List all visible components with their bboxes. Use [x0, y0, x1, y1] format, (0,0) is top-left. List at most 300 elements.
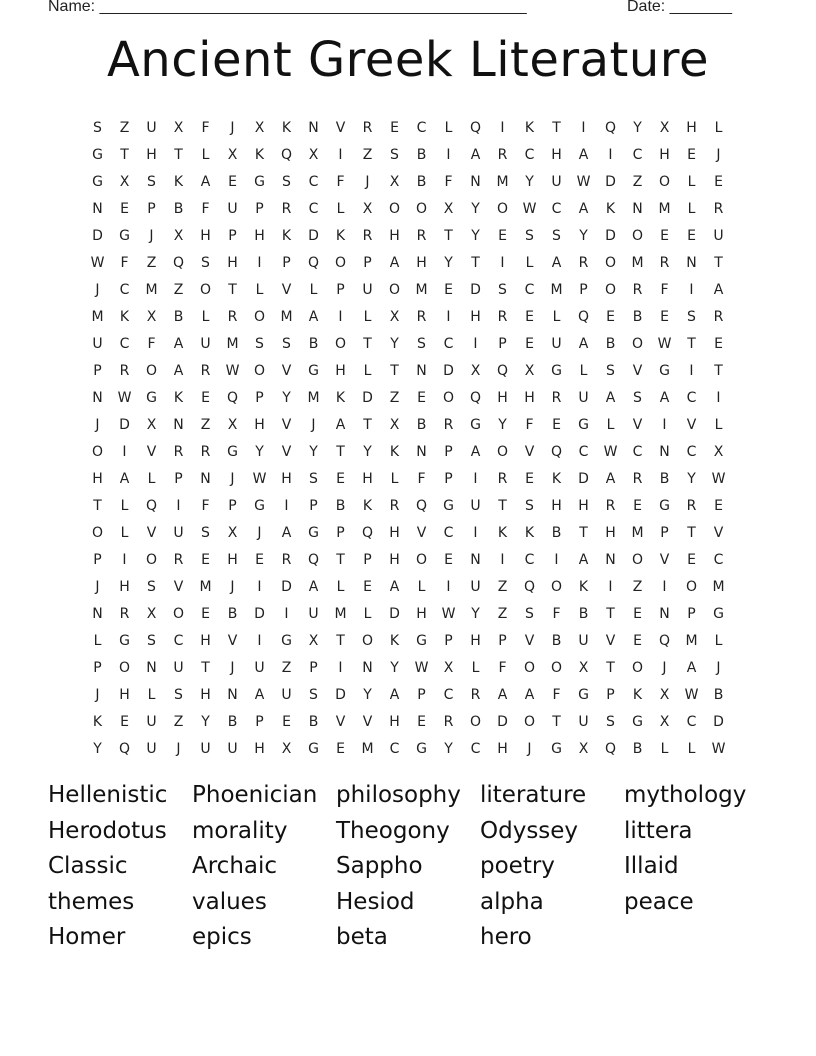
- grid-letter: B: [551, 632, 562, 649]
- grid-letter: A: [281, 524, 292, 541]
- grid-letter: G: [443, 497, 454, 514]
- grid-letter: A: [308, 308, 319, 325]
- grid-letter: P: [228, 227, 237, 244]
- grid-letter: O: [172, 605, 185, 622]
- grid-letter: I: [689, 281, 694, 298]
- grid-letter: Y: [444, 740, 453, 757]
- grid-letter: C: [389, 740, 400, 757]
- grid-letter: L: [120, 524, 129, 541]
- grid-letter: Y: [282, 389, 291, 406]
- grid-letter: V: [659, 551, 670, 568]
- grid-letter: A: [308, 578, 319, 595]
- grid-letter: Q: [523, 578, 536, 595]
- grid-letter: R: [389, 497, 400, 514]
- grid-letter: Q: [280, 146, 293, 163]
- grid-letter: W: [684, 686, 699, 703]
- grid-letter: N: [362, 659, 373, 676]
- grid-letter: J: [311, 416, 316, 433]
- grid-letter: D: [119, 416, 130, 433]
- grid-letter: T: [363, 335, 372, 352]
- grid-letter: H: [470, 308, 481, 325]
- grid-letter: U: [578, 389, 589, 406]
- grid-letter: X: [389, 173, 400, 190]
- grid-letter: U: [713, 227, 724, 244]
- grid-letter: E: [201, 605, 210, 622]
- grid-letter: W: [603, 443, 618, 460]
- grid-letter: D: [281, 578, 292, 595]
- word-list-item: Sappho: [336, 853, 423, 880]
- word-list-item: beta: [336, 924, 388, 951]
- grid-letter: W: [117, 389, 132, 406]
- grid-letter: K: [335, 389, 346, 406]
- grid-letter: V: [335, 713, 346, 730]
- grid-letter: H: [389, 227, 400, 244]
- name-field-label: Name: ________________________________________________: [48, 0, 527, 15]
- grid-letter: H: [92, 470, 103, 487]
- grid-letter: K: [281, 227, 292, 244]
- grid-letter: Z: [632, 173, 643, 190]
- grid-letter: Z: [200, 416, 211, 433]
- grid-letter: F: [201, 200, 210, 217]
- grid-letter: Y: [579, 227, 588, 244]
- grid-letter: G: [281, 632, 292, 649]
- grid-letter: W: [711, 470, 726, 487]
- grid-letter: R: [443, 416, 454, 433]
- grid-letter: Z: [281, 659, 292, 676]
- grid-letter: F: [336, 173, 345, 190]
- grid-letter: H: [470, 632, 481, 649]
- grid-letter: S: [687, 308, 696, 325]
- grid-letter: A: [335, 416, 346, 433]
- word-list-item: Hellenistic: [48, 782, 168, 808]
- grid-letter: X: [146, 308, 157, 325]
- grid-letter: F: [444, 173, 453, 190]
- grid-letter: P: [309, 497, 318, 514]
- grid-letter: S: [552, 227, 561, 244]
- grid-letter: O: [631, 551, 644, 568]
- grid-letter: N: [92, 605, 103, 622]
- word-list-item: Illaid: [624, 853, 679, 880]
- grid-letter: P: [282, 254, 291, 271]
- grid-letter: L: [336, 578, 345, 595]
- grid-letter: E: [336, 470, 345, 487]
- grid-letter: X: [308, 146, 319, 163]
- grid-letter: N: [470, 551, 481, 568]
- grid-letter: J: [95, 416, 100, 433]
- grid-letter: X: [659, 713, 670, 730]
- grid-letter: S: [282, 173, 291, 190]
- grid-letter: R: [578, 254, 589, 271]
- grid-letter: Q: [550, 443, 563, 460]
- grid-letter: R: [713, 200, 724, 217]
- grid-letter: V: [281, 443, 292, 460]
- grid-letter: K: [605, 200, 616, 217]
- grid-letter: I: [257, 632, 262, 649]
- grid-letter: H: [416, 605, 427, 622]
- grid-letter: B: [335, 497, 346, 514]
- grid-letter: Y: [93, 740, 102, 757]
- grid-letter: M: [361, 740, 374, 757]
- grid-letter: L: [363, 362, 372, 379]
- grid-letter: I: [473, 335, 478, 352]
- grid-letter: L: [120, 497, 129, 514]
- word-list-item: Archaic: [192, 853, 278, 880]
- grid-letter: J: [149, 227, 154, 244]
- grid-letter: D: [389, 605, 400, 622]
- grid-letter: S: [525, 497, 534, 514]
- grid-letter: R: [551, 389, 562, 406]
- grid-letter: M: [415, 281, 428, 298]
- grid-letter: D: [254, 605, 265, 622]
- grid-letter: H: [281, 470, 292, 487]
- grid-letter: D: [92, 227, 103, 244]
- grid-letter: O: [550, 659, 563, 676]
- grid-letter: K: [92, 713, 103, 730]
- grid-letter: X: [173, 227, 184, 244]
- grid-letter: N: [92, 200, 103, 217]
- grid-letter: Q: [496, 362, 509, 379]
- grid-letter: O: [523, 713, 536, 730]
- grid-letter: R: [119, 362, 130, 379]
- grid-letter: T: [120, 146, 129, 163]
- grid-letter: R: [362, 119, 373, 136]
- grid-letter: T: [552, 713, 561, 730]
- grid-letter: G: [92, 173, 103, 190]
- grid-letter: O: [91, 524, 104, 541]
- grid-letter: X: [146, 605, 157, 622]
- grid-letter: H: [605, 524, 616, 541]
- grid-letter: T: [336, 632, 345, 649]
- grid-letter: Z: [497, 605, 508, 622]
- grid-letter: I: [500, 119, 505, 136]
- word-list-item: morality: [192, 817, 288, 844]
- grid-letter: A: [173, 362, 184, 379]
- grid-letter: K: [119, 308, 130, 325]
- grid-letter: P: [363, 254, 372, 271]
- grid-letter: O: [145, 362, 158, 379]
- grid-letter: R: [227, 308, 238, 325]
- grid-letter: L: [390, 470, 399, 487]
- grid-letter: E: [444, 281, 453, 298]
- grid-letter: Y: [255, 443, 264, 460]
- grid-letter: W: [225, 362, 240, 379]
- grid-letter: I: [446, 578, 451, 595]
- grid-letter: I: [257, 254, 262, 271]
- grid-letter: N: [470, 173, 481, 190]
- grid-letter: K: [389, 443, 400, 460]
- grid-letter: S: [606, 362, 615, 379]
- grid-letter: C: [686, 443, 697, 460]
- grid-letter: R: [713, 308, 724, 325]
- grid-letter: T: [606, 605, 615, 622]
- grid-letter: I: [689, 362, 694, 379]
- grid-letter: F: [552, 686, 561, 703]
- grid-letter: E: [660, 308, 669, 325]
- grid-letter: Y: [309, 443, 318, 460]
- grid-letter: J: [527, 740, 532, 757]
- grid-letter: V: [362, 713, 373, 730]
- grid-letter: S: [606, 713, 615, 730]
- grid-letter: E: [687, 551, 696, 568]
- grid-letter: S: [147, 632, 156, 649]
- grid-letter: K: [578, 578, 589, 595]
- grid-letter: R: [200, 362, 211, 379]
- grid-letter: V: [227, 632, 238, 649]
- grid-letter: X: [578, 659, 589, 676]
- word-list-item: epics: [192, 924, 252, 951]
- grid-letter: B: [227, 605, 238, 622]
- grid-letter: X: [227, 524, 238, 541]
- grid-letter: G: [470, 416, 481, 433]
- grid-letter: L: [363, 308, 372, 325]
- grid-letter: R: [632, 470, 643, 487]
- word-list: [48, 778, 768, 956]
- grid-letter: H: [416, 254, 427, 271]
- grid-letter: B: [713, 686, 724, 703]
- grid-letter: H: [389, 551, 400, 568]
- grid-letter: C: [524, 551, 535, 568]
- grid-letter: T: [714, 362, 723, 379]
- grid-letter: M: [199, 578, 212, 595]
- grid-letter: G: [578, 416, 589, 433]
- grid-letter: Z: [173, 713, 184, 730]
- grid-letter: G: [551, 362, 562, 379]
- grid-letter: H: [578, 497, 589, 514]
- grid-letter: T: [714, 254, 723, 271]
- grid-letter: X: [173, 119, 184, 136]
- grid-letter: T: [228, 281, 237, 298]
- grid-letter: D: [335, 686, 346, 703]
- grid-letter: G: [254, 173, 265, 190]
- grid-letter: L: [687, 740, 696, 757]
- grid-letter: C: [416, 119, 427, 136]
- grid-letter: U: [173, 659, 184, 676]
- grid-letter: G: [659, 362, 670, 379]
- grid-letter: O: [253, 308, 266, 325]
- grid-letter: E: [201, 551, 210, 568]
- word-list-item: Theogony: [336, 817, 450, 844]
- grid-letter: J: [257, 524, 262, 541]
- grid-letter: F: [498, 659, 507, 676]
- grid-letter: R: [416, 308, 427, 325]
- grid-letter: S: [498, 281, 507, 298]
- grid-letter: A: [389, 686, 400, 703]
- grid-letter: V: [524, 443, 535, 460]
- grid-letter: O: [469, 713, 482, 730]
- grid-letter: X: [227, 416, 238, 433]
- word-list-item: literature: [480, 782, 587, 808]
- grid-letter: G: [254, 497, 265, 514]
- grid-letter: E: [606, 308, 615, 325]
- grid-letter: I: [122, 551, 127, 568]
- grid-letter: U: [227, 200, 238, 217]
- grid-letter: F: [201, 119, 210, 136]
- grid-letter: L: [579, 362, 588, 379]
- grid-letter: X: [389, 308, 400, 325]
- grid-letter: E: [201, 389, 210, 406]
- grid-letter: O: [334, 254, 347, 271]
- grid-letter: Q: [577, 308, 590, 325]
- grid-letter: L: [525, 254, 534, 271]
- grid-letter: H: [551, 146, 562, 163]
- grid-letter: O: [145, 551, 158, 568]
- grid-letter: H: [497, 740, 508, 757]
- grid-letter: L: [606, 416, 615, 433]
- grid-letter: X: [578, 740, 589, 757]
- grid-letter: J: [176, 740, 181, 757]
- grid-letter: P: [255, 200, 264, 217]
- grid-letter: L: [471, 659, 480, 676]
- grid-letter: D: [443, 362, 454, 379]
- grid-letter: C: [443, 335, 454, 352]
- page-title: Ancient Greek Literature: [106, 32, 710, 88]
- grid-letter: Y: [390, 335, 399, 352]
- grid-letter: B: [416, 173, 427, 190]
- grid-letter: X: [470, 362, 481, 379]
- grid-letter: E: [525, 335, 534, 352]
- grid-letter: U: [362, 281, 373, 298]
- grid-letter: R: [173, 551, 184, 568]
- grid-letter: V: [632, 362, 643, 379]
- grid-letter: C: [524, 281, 535, 298]
- grid-letter: Y: [444, 254, 453, 271]
- grid-letter: K: [524, 119, 535, 136]
- grid-letter: G: [551, 740, 562, 757]
- grid-letter: I: [338, 308, 343, 325]
- grid-letter: U: [551, 335, 562, 352]
- grid-letter: C: [713, 551, 724, 568]
- grid-letter: Y: [471, 227, 480, 244]
- grid-letter: F: [525, 416, 534, 433]
- grid-letter: W: [252, 470, 267, 487]
- grid-letter: Y: [390, 659, 399, 676]
- grid-letter: O: [496, 443, 509, 460]
- grid-letter: L: [444, 119, 453, 136]
- grid-letter: Z: [173, 281, 184, 298]
- grid-letter: U: [146, 713, 157, 730]
- grid-letter: A: [173, 335, 184, 352]
- grid-letter: A: [389, 578, 400, 595]
- grid-letter: E: [633, 632, 642, 649]
- grid-letter: R: [173, 443, 184, 460]
- grid-letter: N: [227, 686, 238, 703]
- grid-letter: V: [146, 524, 157, 541]
- grid-letter: S: [417, 335, 426, 352]
- grid-letter: O: [604, 281, 617, 298]
- grid-letter: Y: [687, 470, 696, 487]
- grid-letter: R: [497, 308, 508, 325]
- grid-letter: N: [659, 605, 670, 622]
- grid-letter: U: [470, 497, 481, 514]
- grid-letter: G: [308, 524, 319, 541]
- grid-letter: L: [714, 416, 723, 433]
- grid-letter: O: [631, 659, 644, 676]
- grid-letter: E: [417, 713, 426, 730]
- grid-letter: I: [608, 146, 613, 163]
- grid-letter: V: [416, 524, 427, 541]
- grid-letter: E: [282, 713, 291, 730]
- grid-letter: L: [93, 632, 102, 649]
- grid-letter: I: [284, 497, 289, 514]
- grid-letter: E: [390, 119, 399, 136]
- grid-letter: Z: [497, 578, 508, 595]
- grid-letter: L: [417, 578, 426, 595]
- grid-letter: I: [338, 659, 343, 676]
- grid-letter: U: [254, 659, 265, 676]
- grid-letter: S: [201, 254, 210, 271]
- letter-grid: [84, 114, 732, 762]
- grid-letter: R: [281, 200, 292, 217]
- grid-letter: E: [120, 713, 129, 730]
- grid-letter: A: [497, 686, 508, 703]
- grid-letter: L: [201, 308, 210, 325]
- grid-letter: N: [416, 362, 427, 379]
- grid-letter: E: [525, 470, 534, 487]
- grid-letter: M: [550, 281, 563, 298]
- grid-letter: D: [713, 713, 724, 730]
- grid-letter: B: [308, 335, 319, 352]
- grid-letter: I: [554, 551, 559, 568]
- grid-letter: Q: [469, 119, 482, 136]
- grid-letter: T: [390, 362, 399, 379]
- grid-letter: E: [363, 578, 372, 595]
- grid-letter: Q: [172, 254, 185, 271]
- date-field-label: Date: _______: [627, 0, 732, 15]
- grid-letter: I: [284, 605, 289, 622]
- grid-letter: Y: [471, 200, 480, 217]
- grid-letter: A: [200, 173, 211, 190]
- grid-letter: O: [523, 659, 536, 676]
- grid-letter: F: [552, 605, 561, 622]
- grid-letter: Y: [525, 173, 534, 190]
- grid-letter: L: [309, 281, 318, 298]
- grid-letter: O: [388, 281, 401, 298]
- grid-letter: L: [687, 200, 696, 217]
- word-list-item: Odyssey: [480, 817, 579, 844]
- grid-letter: H: [686, 119, 697, 136]
- grid-letter: H: [227, 551, 238, 568]
- grid-letter: D: [470, 281, 481, 298]
- grid-letter: I: [500, 551, 505, 568]
- grid-letter: Z: [119, 119, 130, 136]
- grid-letter: L: [147, 686, 156, 703]
- grid-letter: A: [470, 146, 481, 163]
- grid-letter: Q: [307, 254, 320, 271]
- grid-letter: J: [230, 470, 235, 487]
- grid-letter: A: [119, 470, 130, 487]
- grid-letter: M: [631, 524, 644, 541]
- grid-letter: J: [230, 119, 235, 136]
- grid-letter: I: [473, 470, 478, 487]
- grid-letter: S: [201, 524, 210, 541]
- grid-letter: C: [632, 146, 643, 163]
- grid-letter: U: [281, 686, 292, 703]
- grid-letter: X: [227, 146, 238, 163]
- grid-letter: X: [443, 659, 454, 676]
- grid-letter: C: [308, 173, 319, 190]
- grid-letter: J: [716, 659, 721, 676]
- grid-letter: C: [173, 632, 184, 649]
- grid-letter: Q: [604, 119, 617, 136]
- grid-letter: O: [604, 254, 617, 271]
- grid-letter: I: [176, 497, 181, 514]
- grid-letter: A: [659, 389, 670, 406]
- grid-letter: P: [498, 335, 507, 352]
- grid-letter: G: [578, 686, 589, 703]
- word-list-item: values: [192, 888, 267, 915]
- grid-letter: B: [227, 713, 238, 730]
- grid-letter: A: [254, 686, 265, 703]
